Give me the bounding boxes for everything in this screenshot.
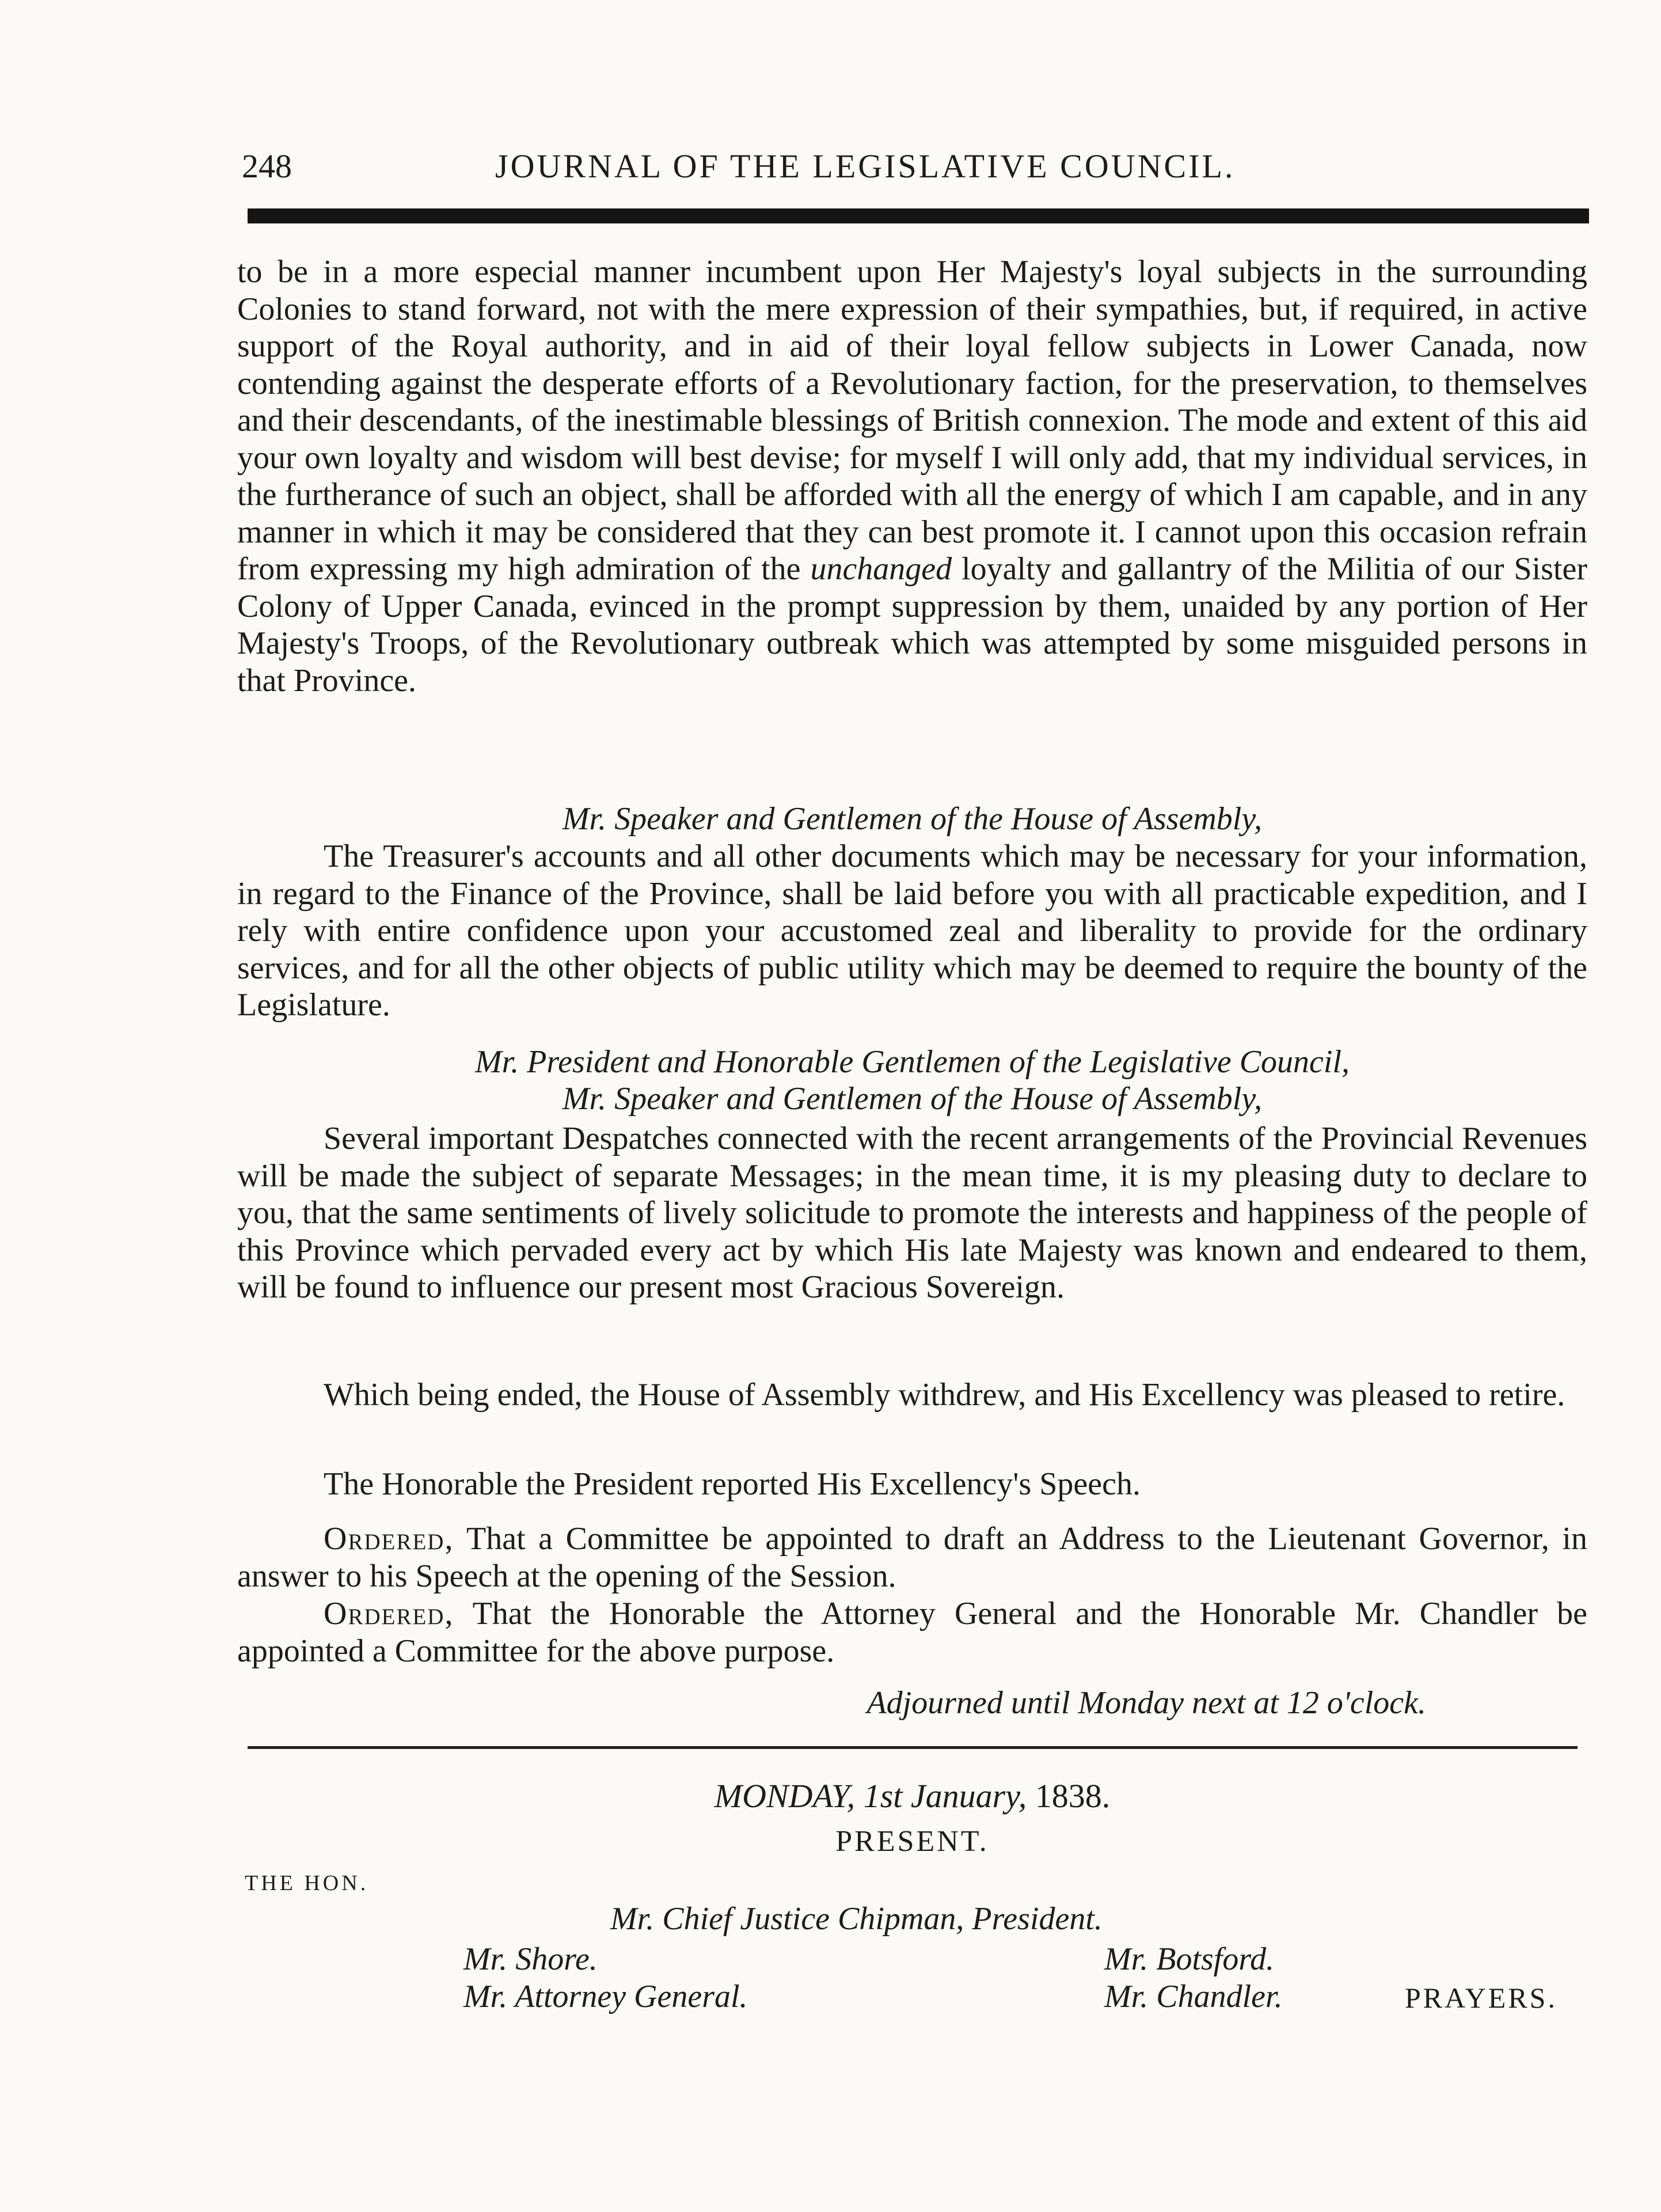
joint-salutation-council: Mr. President and Honorable Gentlemen of the Legislative Council, [474,1044,1350,1080]
italic-word: unchanged [810,551,952,587]
member-botsford: Mr. Botsford. [1104,1941,1275,1977]
order-label: Ordered, [324,1596,454,1632]
reported-paragraph [237,1466,1587,1503]
section-rule [248,1746,1578,1749]
order-label: Ordered, [324,1521,454,1557]
speech-text-part-1: to be in a more especial manner incumbent upon Her Majesty's loyal subjects in the surrounding Colonies to stand forward, not with the mere expression of their sympathies, but, if required, in active support of the Royal authority, and in aid of their loyal fellow subjects in Lower Canada, now contending against the desperate efforts of a Revolutionary faction, for the preservation, to themselves and their descendants, of the inestimable blessings of British connexion. The mode and extent of this aid your own loyalty and wisdom will best devise; for myself I will only add, that my individual services, in the furtherance of such an object, shall be afforded with all the energy of which I am capable, and in any manner in which it may be considered that they can best promote it. I cannot upon this occasion refrain from expressing my high admiration of the [237,254,1587,587]
assembly-paragraph [237,838,1587,1024]
member-chandler: Mr. Chandler. [1104,1979,1283,2014]
joint-text: Several important Despatches connected with the recent arrangements of the Provincial Revenues will be made the subject of separate Messages; in the mean time, it is my pleasing duty to declare to you, that the same sentiments of lively solicitude to promote the interests and happiness of the people of this Province which pervaded every act by which His late Majesty was known and endeared to them, will be found to influence our present most Gracious Sovereign. [237,1121,1587,1305]
order-text: That a Committee be appointed to draft an Address to the Lieutenant Governor, in answer to his Speech at the opening of the Session. [237,1521,1587,1594]
the-hon-label: THE HON. [245,1871,369,1895]
reported-text: The Honorable the President reported His Excellency's Speech. [324,1466,1141,1502]
page-number: 248 [242,147,292,185]
present-heading: PRESENT. [835,1825,989,1858]
speech-paragraph [237,253,1587,699]
joint-paragraph [237,1120,1587,1306]
sitting-day: MONDAY, [714,1777,856,1815]
speech-continuation [237,253,1587,699]
assembly-salutation: Mr. Speaker and Gentlemen of the House of Assembly, [562,801,1263,837]
adjournment-line: Adjourned until Monday next at 12 o'clock. [866,1685,1426,1721]
sitting-date-text: 1st January, [863,1777,1027,1815]
order-text: That the Honorable the Attorney General and the Honorable Mr. Chandler be appointed a Committee for the above purpose. [237,1596,1587,1669]
assembly-text: The Treasurer's accounts and all other documents which may be necessary for your information, in regard to the Finance of the Province, shall be laid before you with all practicable expedition, and I rely with entire confidence upon your accustomed zeal and liberality to provide for the ordinary services, and for all the other objects of public utility which may be deemed to require the bounty of the Legislature. [237,838,1587,1023]
withdrew-text: Which being ended, the House of Assembly withdrew, and His Excellency was pleased to retire. [324,1377,1565,1413]
page-header [242,147,1583,202]
sitting-year: 1838. [1035,1777,1111,1815]
joint-salutation-assembly: Mr. Speaker and Gentlemen of the House of Assembly, [562,1081,1263,1117]
member-attorney-general: Mr. Attorney General. [463,1979,748,2014]
president-name: Mr. Chief Justice Chipman, President. [610,1901,1103,1937]
sitting-date [237,1777,1587,1815]
header-rule [248,208,1589,223]
member-shore: Mr. Shore. [463,1941,598,1977]
running-title: JOURNAL OF THE LEGISLATIVE COUNCIL. [495,147,1236,185]
order-1 [237,1520,1587,1595]
withdrew-paragraph [237,1376,1587,1414]
speech-text-part-2: loyalty and gallantry of the Militia of our Sister Colony of Upper Canada, evinced in the prompt suppression by them, unaided by any portion of Her Majesty's Troops, of the Revolutionary outbreak which was attempted by some misguided persons in that Province. [237,551,1588,699]
prayers-label: PRAYERS. [1405,1982,1557,2014]
order-2 [237,1595,1587,1670]
